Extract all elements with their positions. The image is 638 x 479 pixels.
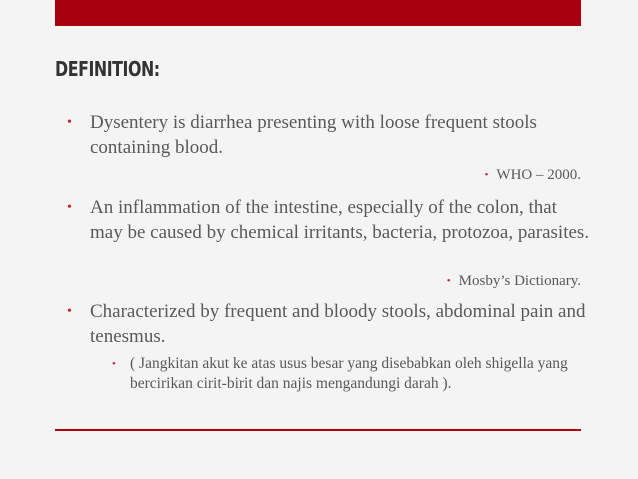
citation-dot-icon: •	[484, 169, 489, 181]
bullet-item	[67, 110, 550, 160]
bullet-dot-icon: •	[67, 115, 72, 130]
bottom-divider	[55, 429, 581, 431]
citation-text: WHO – 2000.	[496, 167, 581, 183]
bullet-dot-icon: •	[67, 200, 72, 215]
bullet-text: Characterized by frequent and bloody stools, abdominal pain and tenesmus.	[90, 301, 586, 347]
bullet-dot-icon: •	[67, 304, 72, 319]
top-accent-band	[55, 0, 581, 26]
slide-title: DEFINITION:	[55, 57, 160, 81]
sub-bullet-text: ( Jangkitan akut ke atas usus besar yang disebabkan oleh shigella yang bercirikan cirit-birit dan najis mengandungi darah ).	[130, 355, 568, 392]
sub-bullet-dot-icon: •	[112, 358, 116, 370]
bullet-text: An inflammation of the intestine, especially of the colon, that may be caused by chemical irritants, bacteria, protozoa, parasites.	[90, 197, 590, 243]
citation-text: Mosby’s Dictionary.	[458, 273, 581, 289]
bullet-item	[67, 195, 590, 245]
citation	[485, 166, 581, 184]
sub-bullet-item	[112, 354, 592, 394]
citation-dot-icon: •	[446, 275, 451, 287]
bullet-item	[67, 299, 590, 349]
citation	[447, 272, 581, 290]
bullet-text: Dysentery is diarrhea presenting with loose frequent stools containing blood.	[90, 112, 537, 158]
